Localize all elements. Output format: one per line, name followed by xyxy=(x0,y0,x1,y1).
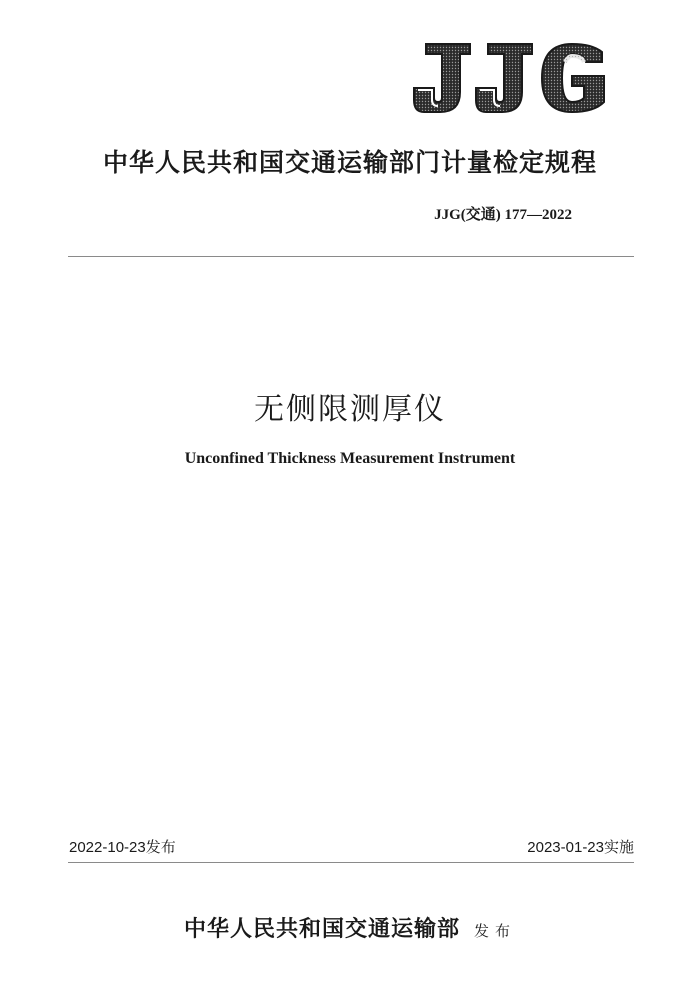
document-code: JJG(交通) 177—2022 xyxy=(434,207,572,223)
jjg-logo-graphic xyxy=(412,40,610,116)
document-title-english: Unconfined Thickness Measurement Instrument xyxy=(184,450,516,467)
logo-letter-j1 xyxy=(414,44,470,112)
publisher-name: 中华人民共和国交通运输部 xyxy=(183,916,460,942)
document-title-chinese: 无侧限测厚仪 xyxy=(254,392,446,427)
issue-date: 2022-10-23发布 xyxy=(69,839,176,856)
regulation-series-title: 中华人民共和国交通运输部门计量检定规程 xyxy=(102,148,597,177)
jjg-logo xyxy=(412,40,610,116)
bottom-divider xyxy=(68,862,634,863)
logo-letter-g xyxy=(542,44,604,112)
publish-verb: 发布 xyxy=(474,922,517,940)
logo-letter-j2 xyxy=(476,44,532,112)
publisher-line xyxy=(0,912,700,943)
implementation-date: 2023-01-23实施 xyxy=(527,839,634,856)
top-divider xyxy=(68,256,634,257)
